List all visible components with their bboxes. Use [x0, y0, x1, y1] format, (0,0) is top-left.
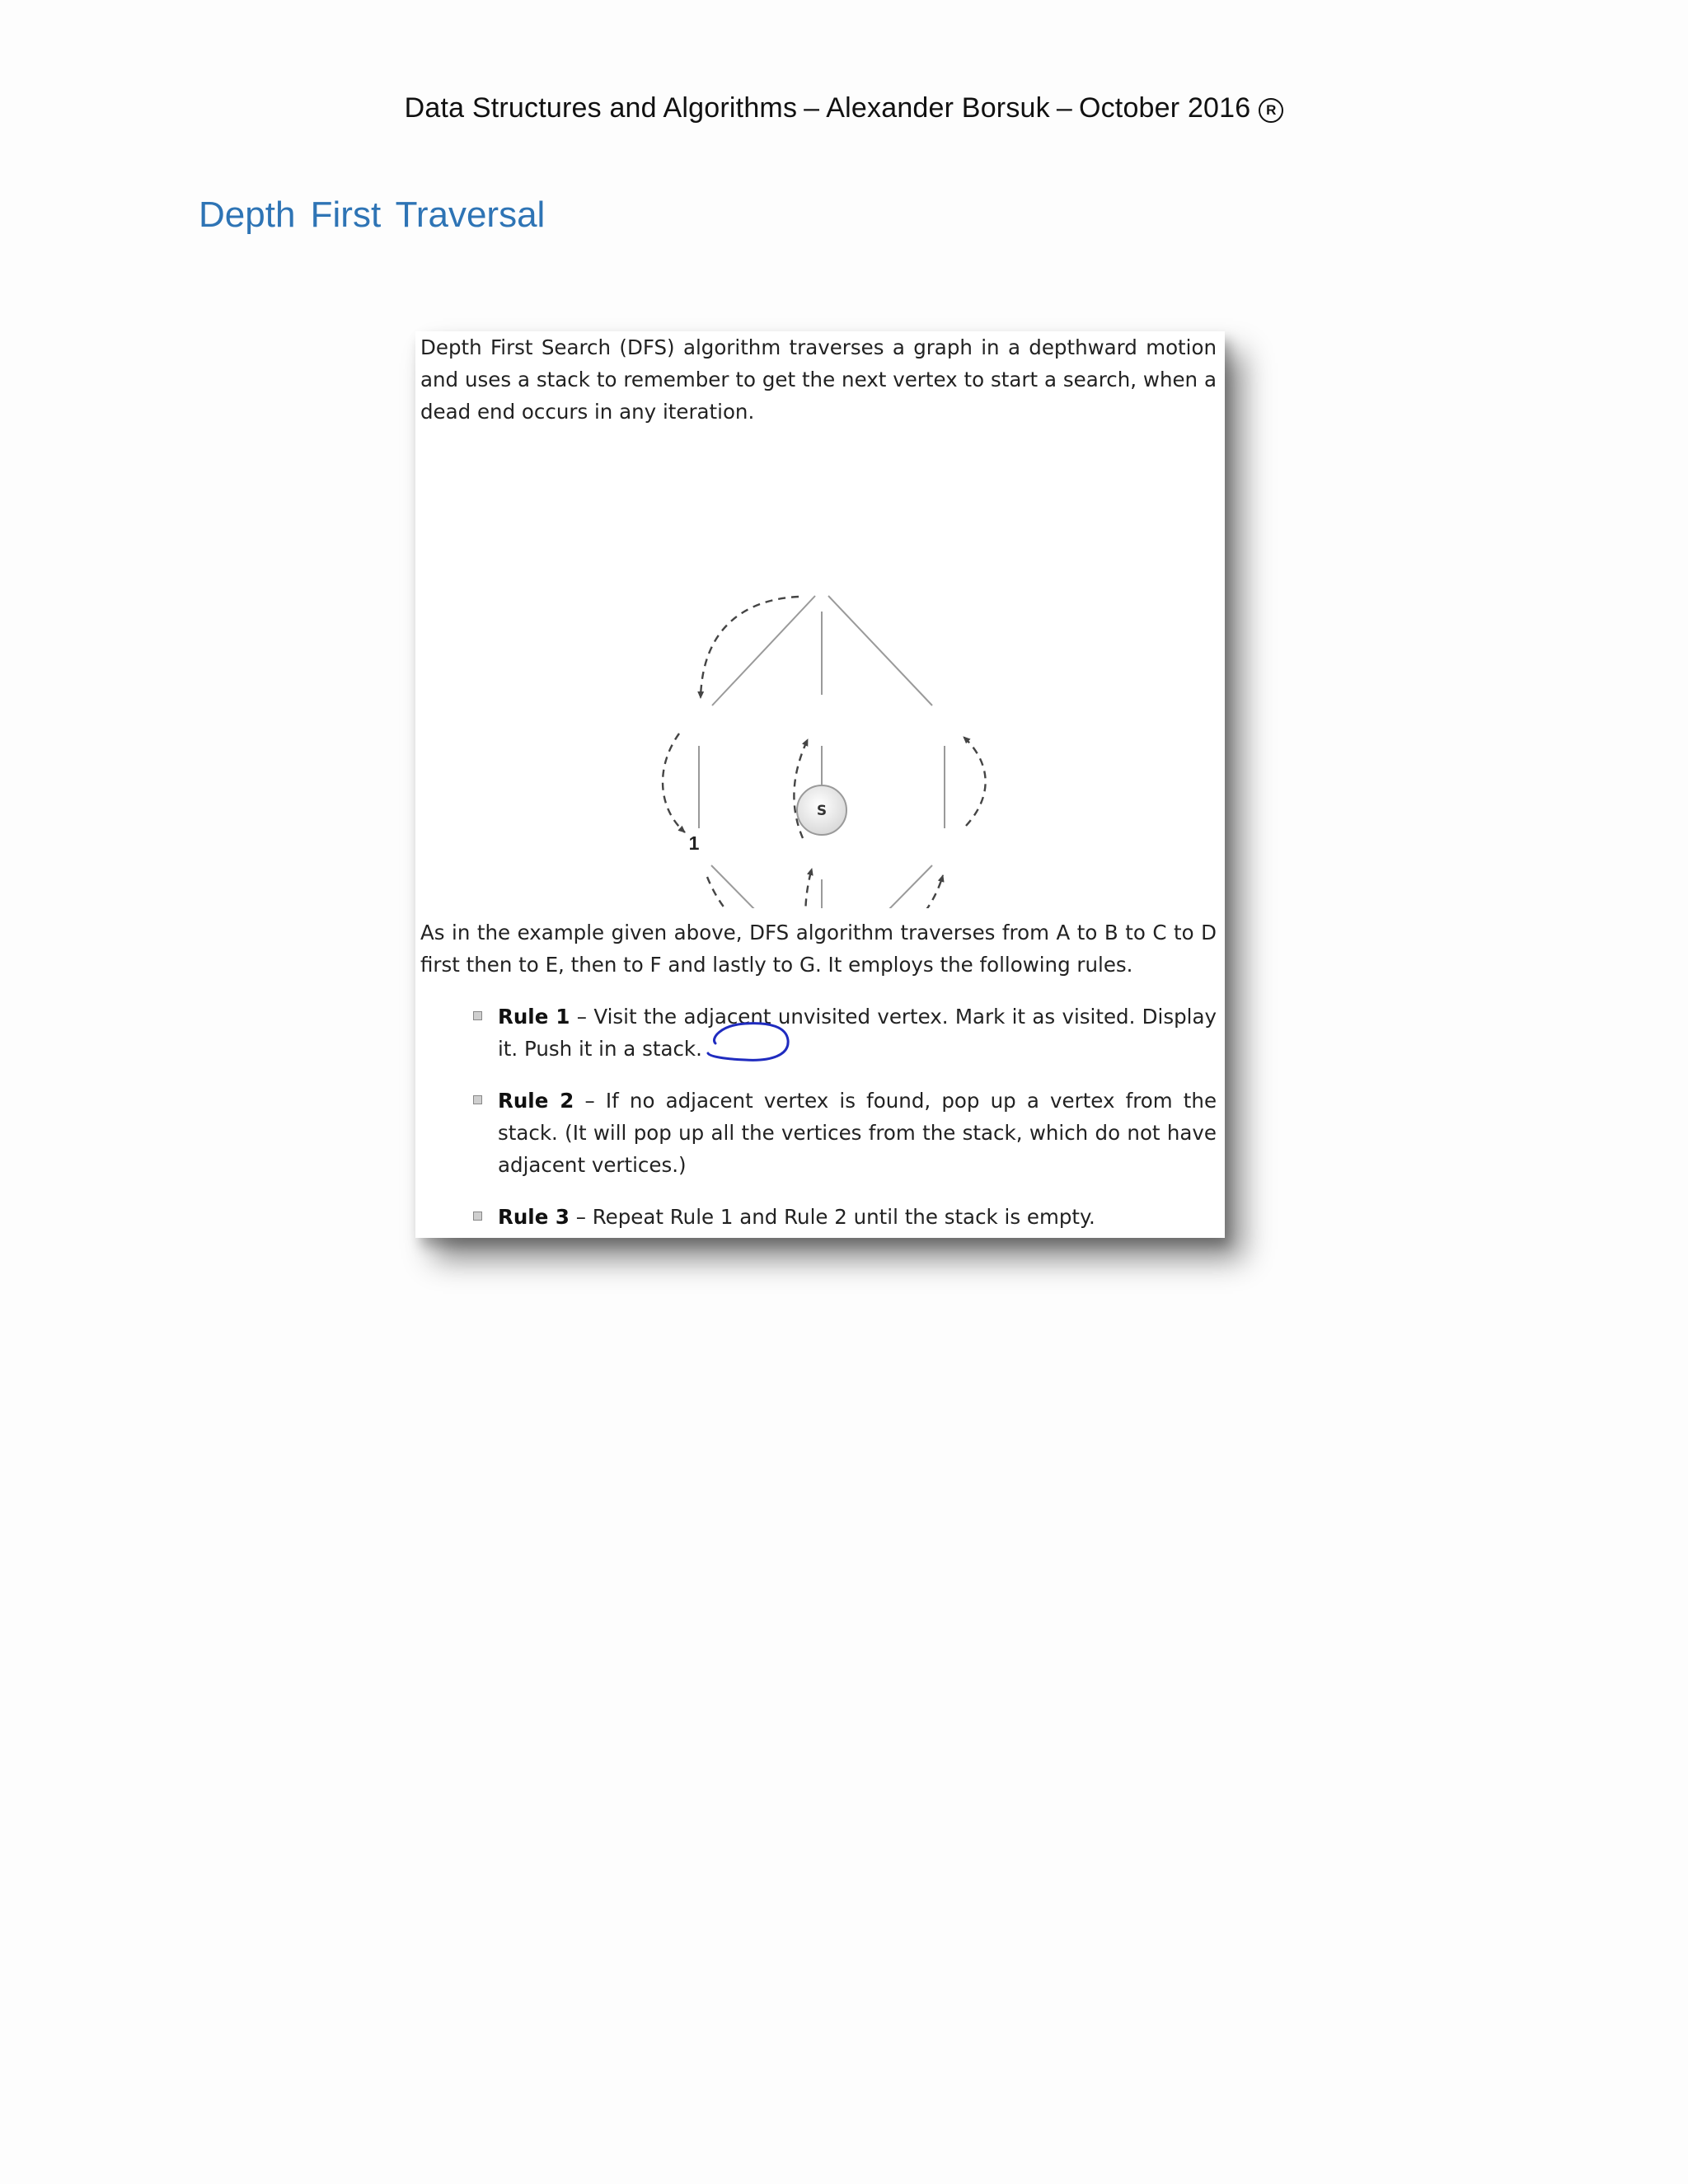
header-course: Data Structures and Algorithms [404, 92, 798, 124]
graph-edge [828, 596, 932, 705]
graph-edge [711, 865, 809, 908]
rule-item [498, 1085, 1217, 1181]
bullet-icon [473, 1212, 482, 1221]
rule-separator: – [569, 1205, 593, 1229]
rule-text: Visit the adjacent unvisited vertex. Mark it as visited. Display it. Push it in a [498, 1005, 1217, 1061]
rule-name: Rule 3 [498, 1205, 570, 1229]
rule-separator: – [574, 1089, 606, 1113]
rule-name: Rule 1 [498, 1005, 570, 1029]
rule-item [498, 1201, 1217, 1233]
rule-name: Rule 2 [498, 1089, 574, 1113]
header-separator: – [1056, 92, 1072, 124]
section-title: Depth First Traversal [199, 194, 546, 235]
dfs-graph-diagram [415, 447, 1225, 908]
page-header [0, 92, 1688, 124]
graph-edge [712, 596, 815, 705]
graph-edge [834, 865, 932, 908]
header-separator: – [804, 92, 820, 124]
registered-mark-icon: R [1259, 98, 1283, 123]
header-date: October 2016 [1078, 92, 1251, 124]
dfs-figure [415, 331, 1225, 1238]
traversal-arrow [964, 737, 986, 826]
traversal-arrow [707, 877, 800, 908]
rule-text: If no adjacent vertex is found, pop up a vertex from the stack. (It will pop up all the vertices from the stack, which do not have adjacent vertices.) [498, 1089, 1217, 1177]
bullet-icon [473, 1095, 482, 1104]
traversal-arrow [701, 597, 799, 698]
intro-paragraph: Depth First Search (DFS) algorithm traverses a graph in a depthward motion and uses a stack to remember to get the next vertex to start a search, when a dead end occurs in any iteration. [420, 335, 1217, 424]
node-label: S [816, 803, 828, 819]
summary-paragraph: As in the example given above, DFS algorithm traverses from A to B to C to D first then to E, then to F and lastly to G. It employs the following rules. [420, 921, 1217, 977]
header-author: Alexander Borsuk [826, 92, 1050, 124]
traversal-arrow [663, 733, 685, 832]
traversal-arrow [805, 869, 812, 908]
circled-word: stack. [642, 1037, 702, 1061]
rule-separator: – [570, 1005, 594, 1029]
rule-text: Repeat Rule 1 and Rule 2 until the stack is empty. [592, 1205, 1095, 1229]
traversal-label: 1 [688, 832, 700, 854]
rule-item [498, 1001, 1217, 1065]
bullet-icon [473, 1011, 482, 1020]
